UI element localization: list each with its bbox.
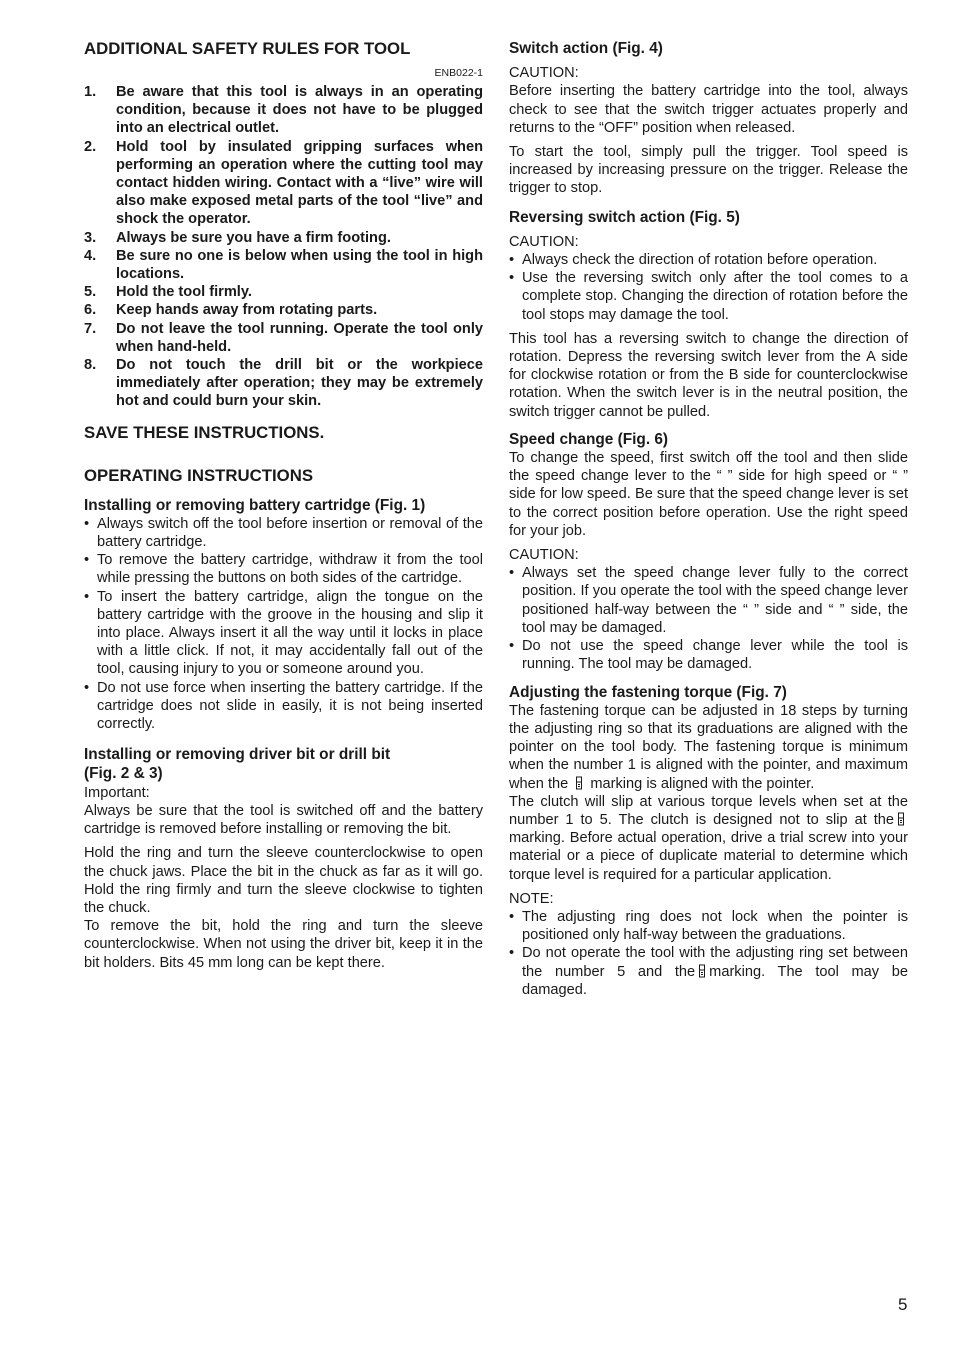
list-item: • Always check the direction of rotation before operation. [509,251,908,269]
list-item: 1. Be aware that this tool is always in an operating condition, because it does not have to be plugged into an electrical outlet. [84,84,483,137]
list-item: • Do not use force when inserting the battery cartridge. If the cartridge does not slide in easily, it is not being inserted correctly. [84,679,483,734]
bit-paragraph: Hold the ring and turn the sleeve counterclockwise to open the chuck jaws. Place the bit in the chuck as far as it will go. Hold the ring firmly and turn the sleeve clockwise to tighten the chuck. [84,845,483,916]
torque-section-heading: Adjusting the fastening torque (Fig. 7) [509,683,787,701]
list-item: • Do not use the speed change lever while the tool is running. The tool may be damaged. [509,637,908,673]
list-item: • The adjusting ring does not lock when the pointer is positioned only half-way between the graduations. [509,908,908,944]
right-column [509,38,908,999]
torque-note-list [509,908,908,999]
drill-mode-icon [897,812,905,826]
list-item: • Always set the speed change lever fully to the correct position. If you operate the tool with the speed change lever positioned half-way between the “ ” side and “ ” side, the tool may be damaged. [509,564,908,637]
list-item: 7. Do not leave the tool running. Operate the tool only when hand-held. [84,320,483,355]
torque-paragraph: The fastening torque can be adjusted in 18 steps by turning the adjusting ring so that its graduations are aligned with the pointer on the tool body. The fastening torque is minimum when the number 1 is aligned with the pointer, and maximum when the marking is aligned with the pointer. [509,702,908,792]
document-code: ENB022-1 [434,67,483,79]
safety-rules-title: ADDITIONAL SAFETY RULES FOR TOOL [84,39,411,58]
list-item: 4. Be sure no one is below when using the tool in high locations. [84,247,483,283]
torque-paragraph: The clutch will slip at various torque levels when set at the number 1 to 5. The clutch is designed not to slip at themarking. Before actual operation, drive a trial screw into your material or a piece of duplicate material to determine which torque level is required for a particular application. [509,793,908,883]
battery-section-heading: Installing or removing battery cartridge (Fig. 1) [84,496,426,514]
drill-mode-icon [698,964,706,978]
note-label: NOTE: [509,890,554,907]
list-item: • Use the reversing switch only after the tool comes to a complete stop. Changing the direction of rotation before the tool stops may damage the tool. [509,269,908,324]
page-number: 5 [898,1295,908,1314]
speed-section-heading: Speed change (Fig. 6) [509,430,669,448]
speed-paragraph: To change the speed, first switch off the tool and then slide the speed change lever to the “ ” side for high speed or “ ” side for low speed. Be sure that the speed change lever is set to the correct position before operation. Use the right speed for your job. [509,450,908,539]
save-instructions-heading: SAVE THESE INSTRUCTIONS. [84,422,325,442]
battery-instructions-list [84,515,483,733]
switch-caution-text: Before inserting the battery cartridge into the tool, always check to see that the switch trigger actuates properly and returns to the “OFF” position when released. [509,83,908,136]
list-item: • To remove the battery cartridge, withdraw it from the tool while pressing the buttons on both sides of the cartridge. [84,551,483,587]
left-column [84,38,483,972]
reversing-section-heading: Reversing switch action (Fig. 5) [509,208,740,226]
list-item: • Always switch off the tool before insertion or removal of the battery cartridge. [84,515,483,551]
important-label: Important: [84,784,150,801]
reversing-caution-list [509,251,908,324]
safety-rules-list [84,83,483,411]
caution-label: CAUTION: [509,547,579,564]
speed-caution-list [509,564,908,673]
operating-instructions-heading: OPERATING INSTRUCTIONS [84,465,314,485]
list-item: • To insert the battery cartridge, align the tongue on the battery cartridge with the groove in the housing and slip it into place. Always insert it all the way until it locks in place with a little click. If not, it may accidentally fall out of the tool, causing injury to you or someone around you. [84,588,483,679]
drill-mode-icon [575,776,583,790]
list-item: 2. Hold tool by insulated gripping surfaces when performing an operation where the cutting tool may contact hidden wiring. Contact with a “live” wire will also make exposed metal parts of the tool “live” and shock the operator. [84,138,483,228]
caution-label: CAUTION: [509,65,579,82]
bit-paragraph: To remove the bit, hold the ring and turn the sleeve counterclockwise. When not using the driver bit, keep it in the bit holders. Bits 45 mm long can be kept there. [84,918,483,971]
list-item: 6. Keep hands away from rotating parts. [84,302,378,319]
caution-label: CAUTION: [509,233,579,250]
reversing-paragraph: This tool has a reversing switch to change the direction of rotation. Depress the reversing switch lever from the A side for clockwise rotation or from the B side for counterclockwise rotation. When the switch lever is in the neutral position, the switch trigger cannot be pulled. [509,330,908,420]
switch-section-heading: Switch action (Fig. 4) [509,40,663,57]
list-item: 8. Do not touch the drill bit or the workpiece immediately after operation; they may be extremely hot and could burn your skin. [84,357,483,410]
list-item: • Do not operate the tool with the adjusting ring set between the number 5 and the marking. The tool may be damaged. [509,944,908,999]
switch-paragraph: To start the tool, simply pull the trigger. Tool speed is increased by increasing pressure on the trigger. Release the trigger to stop. [509,144,908,197]
important-text: Always be sure that the tool is switched off and the battery cartridge is removed before installing or removing the bit. [84,802,483,838]
list-item: 5. Hold the tool firmly. [84,284,252,301]
list-item: 3. Always be sure you have a firm footing. [84,229,391,246]
bit-section-heading: Installing or removing driver bit or drill bit (Fig. 2 & 3) [84,746,391,782]
